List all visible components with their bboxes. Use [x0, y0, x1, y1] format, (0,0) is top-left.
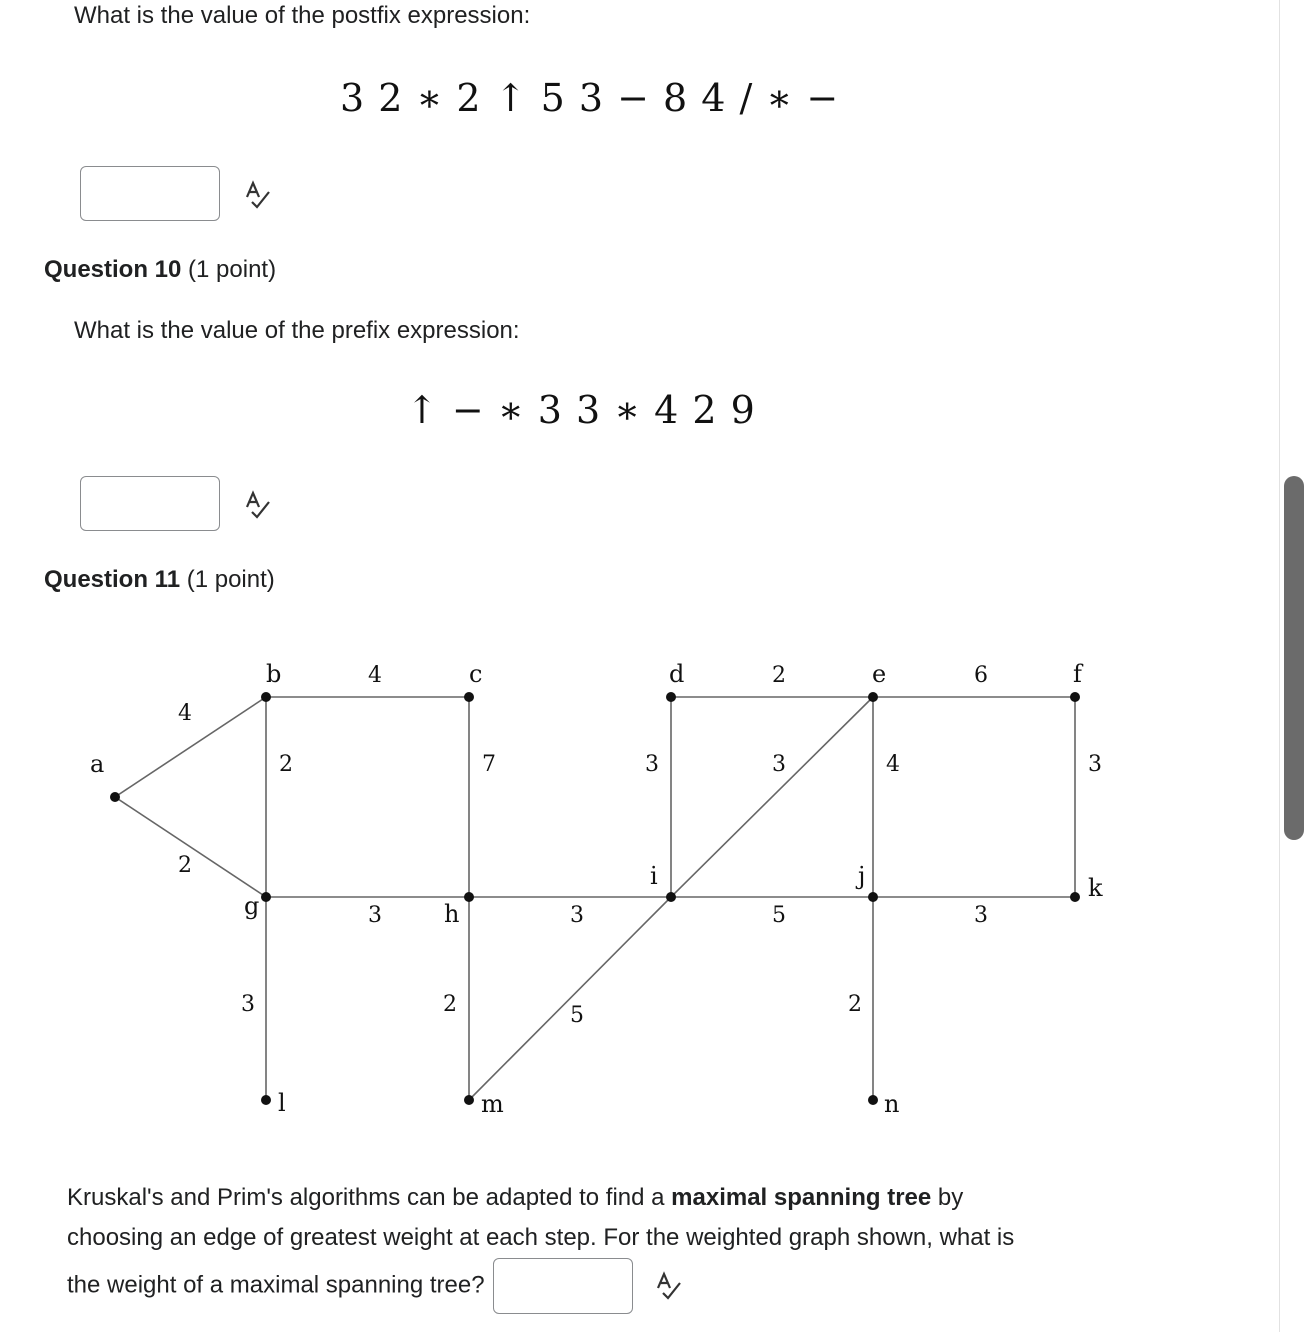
vertex-c — [464, 692, 474, 702]
weight-a-b: 4 — [178, 701, 192, 726]
vertex-m — [464, 1095, 474, 1105]
vertex-a — [110, 792, 120, 802]
q11-text-part2: by choosing an edge of greatest weight at each step. For the weighted graph shown, what is the weight of a maximal spanning tree? — [67, 1184, 1015, 1299]
q11-answer-input[interactable] — [493, 1258, 633, 1314]
vertex-label-g: g — [244, 892, 260, 920]
vertex-label-d: d — [669, 660, 685, 688]
spellcheck-icon[interactable] — [655, 1271, 683, 1301]
weighted-graph — [0, 640, 1150, 1140]
vertex-label-n: n — [884, 1090, 900, 1118]
weight-e-i: 3 — [772, 752, 786, 777]
vertex-k — [1070, 892, 1080, 902]
spellcheck-icon[interactable] — [244, 490, 272, 520]
vertex-n — [868, 1095, 878, 1105]
weight-h-m: 2 — [443, 992, 457, 1017]
vertex-label-f: f — [1073, 660, 1082, 688]
vertex-label-b: b — [266, 660, 282, 688]
weight-i-m: 5 — [570, 1003, 584, 1028]
q9-prompt: What is the value of the postfix expression: — [74, 2, 531, 29]
q9-postfix-expression: 3 2 ∗ 2 ↑ 5 3 − 8 4 / ∗ − — [340, 76, 840, 120]
weight-f-k: 3 — [1088, 752, 1102, 777]
vertex-l — [261, 1095, 271, 1105]
vertex-label-h: h — [444, 900, 460, 928]
weight-e-j: 4 — [886, 752, 900, 777]
edge-a-g — [115, 797, 266, 897]
q11-prompt — [67, 1178, 1027, 1314]
q10-prefix-expression: ↑ − ∗ 3 3 ∗ 4 2 9 — [406, 388, 756, 432]
vertex-label-i: i — [650, 862, 658, 890]
vertex-e — [868, 692, 878, 702]
scrollbar-thumb[interactable] — [1284, 476, 1304, 840]
vertex-label-j: j — [858, 862, 866, 890]
q11-points: (1 point) — [186, 566, 275, 593]
q10-answer-input[interactable] — [80, 476, 220, 531]
vertex-label-e: e — [872, 660, 887, 688]
vertex-label-l: l — [278, 1089, 286, 1117]
weight-g-l: 3 — [241, 992, 255, 1017]
weight-j-k: 3 — [974, 903, 988, 928]
weight-h-i: 3 — [570, 903, 584, 928]
vertex-labels — [90, 660, 1103, 1118]
q11-number: Question 11 — [44, 566, 181, 593]
weight-d-i: 3 — [645, 752, 659, 777]
spellcheck-icon[interactable] — [244, 180, 272, 210]
edge-weights — [178, 663, 1102, 1028]
q11-title — [44, 566, 275, 594]
edge-e-i — [671, 697, 873, 897]
weight-g-h: 3 — [368, 903, 382, 928]
weight-j-n: 2 — [848, 992, 862, 1017]
weight-d-e: 2 — [772, 663, 786, 688]
q10-title — [44, 256, 276, 284]
weight-e-f: 6 — [974, 663, 988, 688]
weight-b-c: 4 — [368, 663, 382, 688]
vertex-label-c: c — [469, 660, 483, 688]
weight-i-j: 5 — [772, 903, 786, 928]
vertex-j — [868, 892, 878, 902]
q9-answer-input[interactable] — [80, 166, 220, 221]
vertex-i — [666, 892, 676, 902]
q10-prompt: What is the value of the prefix expression: — [74, 317, 520, 344]
q11-text-bold: maximal spanning tree — [671, 1184, 932, 1211]
vertex-f — [1070, 692, 1080, 702]
weight-a-g: 2 — [178, 853, 192, 878]
q10-number: Question 10 — [44, 256, 182, 283]
weight-c-h: 7 — [482, 752, 496, 777]
vertex-b — [261, 692, 271, 702]
vertex-label-m: m — [481, 1090, 504, 1118]
vertex-d — [666, 692, 676, 702]
q10-points: (1 point) — [188, 256, 277, 283]
vertex-label-k: k — [1088, 874, 1103, 902]
vertex-g — [261, 892, 271, 902]
weight-b-g: 2 — [279, 752, 293, 777]
vertex-label-a: a — [90, 750, 105, 778]
vertex-h — [464, 892, 474, 902]
q11-text-part1: Kruskal's and Prim's algorithms can be adapted to find a — [67, 1184, 672, 1211]
